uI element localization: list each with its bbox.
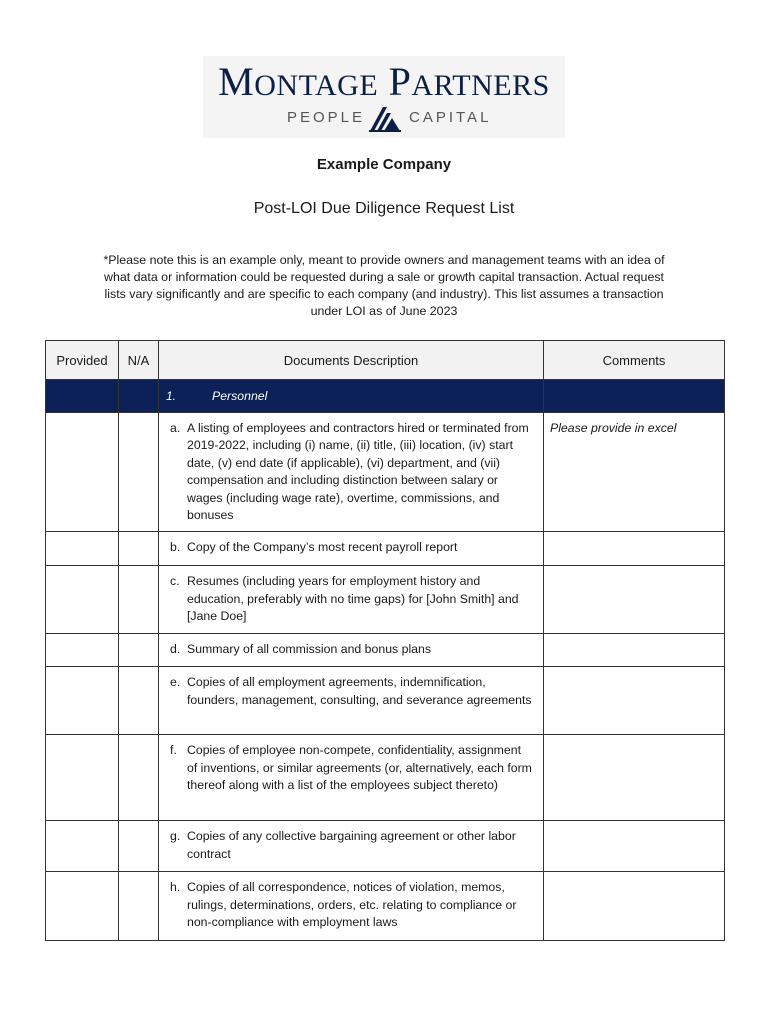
item-letter: f. xyxy=(170,743,177,758)
provided-cell[interactable] xyxy=(46,735,119,821)
item-letter: d. xyxy=(170,642,181,657)
comments-cell[interactable] xyxy=(544,566,725,634)
item-letter: h. xyxy=(170,880,181,895)
na-cell[interactable] xyxy=(119,532,159,566)
section-provided-cell xyxy=(46,380,119,413)
section-number: 1. xyxy=(166,389,177,403)
logo-name: MONTAGE PARTNERS xyxy=(218,59,550,104)
provided-cell[interactable] xyxy=(46,821,119,872)
logo-tagline-people: PEOPLE xyxy=(287,109,366,126)
provided-cell[interactable] xyxy=(46,667,119,735)
na-cell[interactable] xyxy=(119,634,159,667)
table-row xyxy=(46,634,725,667)
table-row xyxy=(46,413,725,532)
item-letter: e. xyxy=(170,675,181,690)
item-description: Copy of the Company’s most recent payroll report xyxy=(187,540,458,555)
provided-cell[interactable] xyxy=(46,872,119,941)
item-description: A listing of employees and contractors hired or terminated from 2019-2022, including (i) name, (ii) title, (iii) location, (iv) start date, (v) end date (if applicable), (vi) department, and (vii) compensation and including distinction between salary or wages (including wage rate), overtime, commissions, and bonuses xyxy=(187,421,529,523)
table-row xyxy=(46,735,725,821)
header-provided: Provided xyxy=(46,341,119,380)
comments-cell[interactable] xyxy=(544,634,725,667)
item-comment xyxy=(544,532,724,546)
table-row xyxy=(46,667,725,735)
comments-cell[interactable] xyxy=(544,735,725,821)
comments-cell[interactable] xyxy=(544,413,725,532)
section-title: Personnel xyxy=(212,389,268,403)
table-row xyxy=(46,532,725,566)
comments-cell[interactable] xyxy=(544,667,725,735)
request-list-table xyxy=(45,340,725,941)
section-comments-cell xyxy=(544,380,725,413)
item-comment xyxy=(544,821,724,835)
provided-cell[interactable] xyxy=(46,566,119,634)
provided-cell[interactable] xyxy=(46,532,119,566)
company-logo xyxy=(203,56,565,138)
na-cell[interactable] xyxy=(119,735,159,821)
mountain-logo-icon xyxy=(368,104,402,132)
item-description: Summary of all commission and bonus plans xyxy=(187,642,431,657)
section-row-personnel xyxy=(46,380,725,413)
item-letter: g. xyxy=(170,829,181,844)
description-cell xyxy=(159,532,544,566)
section-na-cell xyxy=(119,380,159,413)
provided-cell[interactable] xyxy=(46,413,119,532)
item-comment xyxy=(544,735,724,749)
item-description: Copies of any collective bargaining agreement or other labor contract xyxy=(187,829,516,861)
na-cell[interactable] xyxy=(119,821,159,872)
company-name: Example Company xyxy=(316,156,452,173)
table-row xyxy=(46,872,725,941)
comments-cell[interactable] xyxy=(544,872,725,941)
na-cell[interactable] xyxy=(119,566,159,634)
provided-cell[interactable] xyxy=(46,634,119,667)
description-cell xyxy=(159,634,544,667)
document-title: Post-LOI Due Diligence Request List xyxy=(253,200,515,217)
table-header-row xyxy=(46,341,725,380)
item-letter: a. xyxy=(170,421,181,435)
disclaimer-note: *Please note this is an example only, meant to provide owners and management teams with an idea of what data or information could be requested during a sale or growth capital transaction. Actual request lists vary significantly and are specific to each company (and industry). This list assumes a transaction under LOI as of June 2023 xyxy=(103,253,665,318)
logo-tagline-capital: CAPITAL xyxy=(409,109,492,126)
item-comment xyxy=(544,667,724,681)
item-letter: c. xyxy=(170,574,180,589)
header-comments: Comments xyxy=(544,341,725,380)
header-description: Documents Description xyxy=(159,341,544,380)
description-cell xyxy=(159,821,544,872)
description-cell xyxy=(159,413,544,532)
item-letter: b. xyxy=(170,540,181,555)
na-cell[interactable] xyxy=(119,872,159,941)
logo-tagline xyxy=(203,103,565,133)
item-comment xyxy=(544,872,724,886)
description-cell xyxy=(159,566,544,634)
item-description: Resumes (including years for employment history and education, preferably with no time gaps) for [John Smith] and [Jane Doe] xyxy=(187,574,519,624)
comments-cell[interactable] xyxy=(544,532,725,566)
item-description: Copies of employee non-compete, confidentiality, assignment of inventions, or similar agreements (or, alternatively, each form thereof along with a list of the employees subject thereto) xyxy=(187,743,532,793)
item-description: Copies of all correspondence, notices of violation, memos, rulings, determinations, orders, etc. relating to compliance or non-compliance with employment laws xyxy=(187,880,517,930)
description-cell xyxy=(159,735,544,821)
na-cell[interactable] xyxy=(119,667,159,735)
description-cell xyxy=(159,667,544,735)
comments-cell[interactable] xyxy=(544,821,725,872)
item-description: Copies of all employment agreements, indemnification, founders, management, consulting, and severance agreements xyxy=(187,675,532,707)
header-na: N/A xyxy=(119,341,159,380)
description-cell xyxy=(159,872,544,941)
item-comment: Please provide in excel xyxy=(550,421,677,435)
item-comment xyxy=(544,566,724,580)
table-row xyxy=(46,566,725,634)
na-cell[interactable] xyxy=(119,413,159,532)
item-comment xyxy=(544,634,724,648)
table-row xyxy=(46,821,725,872)
section-title-cell xyxy=(159,380,544,413)
